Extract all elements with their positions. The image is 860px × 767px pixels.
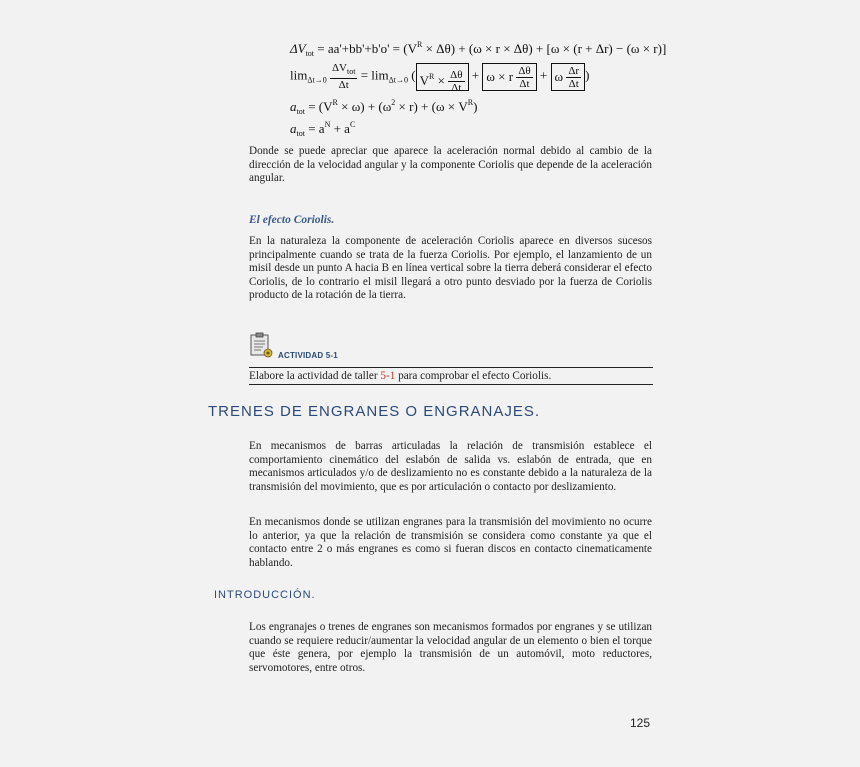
equation-delta-v: $\Delta V_{tot} = aa'+bb'+b'o' = (V^R \times \Delta\theta) + (\omega \times r \times \Delta\theta) + [\omega \times (r + \Delta r) - (\omega \times r)]$ <box>290 40 667 58</box>
paragraph-introduction: Los engranajes o trenes de engranes son mecanismos formados por engranes y se utilizan cuando se requiere reducir/aumentar la velocidad angular de un elemento o bien el torque que éste genera, por ejemplo la transmisión de un automóvil, moto reductores, servomotores, entre otros. <box>249 621 652 674</box>
activity-link[interactable]: 5-1 <box>380 370 396 382</box>
paragraph-gear-transmission: En mecanismos donde se utilizan engranes para la transmisión del movimiento no ocurre lo anterior, ya que la relación de transmisión se considera como constante ya que el contacto entre 2 o más engranes es como si fueran discos en contacto cinematicamente hablando. <box>249 516 652 569</box>
activity-box <box>249 367 653 385</box>
clipboard-icon <box>249 332 273 358</box>
activity-label: ACTIVIDAD 5-1 <box>278 351 338 360</box>
equation-limit: $\lim_{\Delta t\to 0}$ $\frac{\Delta V_{tot}}{\Delta t}$ = $\lim_{\Delta t\to 0}$ ( $V^R$ × $\frac{\Delta\theta}{\Delta t}$ + ω × r $\frac{\Delta\theta}{\Delta t}$ + ω $\frac{\Delta r}{\Delta t}$ ) <box>290 62 590 95</box>
paragraph-coriolis: En la naturaleza la componente de aceleración Coriolis aparece en diversos sucesos principalmente cuando se trata de la fuerza Coriolis. Por ejemplo, el lanzamiento de un misil desde un punto A hacia B en línea vertical sobre la tierra deberá considerar el efecto Coriolis, de lo contrario el misil llegará a otro punto desviado por la fuerza de Coriolis producto de la rotación de la tierra. <box>249 235 652 302</box>
page-number: 125 <box>630 716 651 730</box>
equation-a-sum: $a_{tot} = a^N + a^C$ <box>290 120 356 138</box>
subheading-coriolis: El efecto Coriolis. <box>249 214 335 226</box>
equation-a-tot: $a_{tot} = (V^R \times \omega) + (\omega^2 \times r) + (\omega \times V^R)$ <box>290 98 478 116</box>
paragraph-normal-acceleration: Donde se puede apreciar que aparece la aceleración normal debido al cambio de la dirección de la velocidad angular y la componente Coriolis que depende de la aceleración angular. <box>249 145 652 185</box>
paragraph-transmission-ratio: En mecanismos de barras articuladas la relación de transmisión establece el comportamiento cinemático del eslabón de salida vs. eslabón de entrada, que en mecanismos articulados y/o de deslizamiento no es constante debido a la naturaleza de la transmisión del movimiento, que es por articulación o contacto por deslizamiento. <box>249 440 652 493</box>
section-heading-gear-trains: TRENES DE ENGRANES O ENGRANAJES. <box>208 403 541 420</box>
activity-text: Elabore la actividad de taller 5-1 para comprobar el efecto Coriolis. <box>249 370 552 382</box>
subsection-heading-introduction: INTRODUCCIÓN. <box>214 589 316 601</box>
